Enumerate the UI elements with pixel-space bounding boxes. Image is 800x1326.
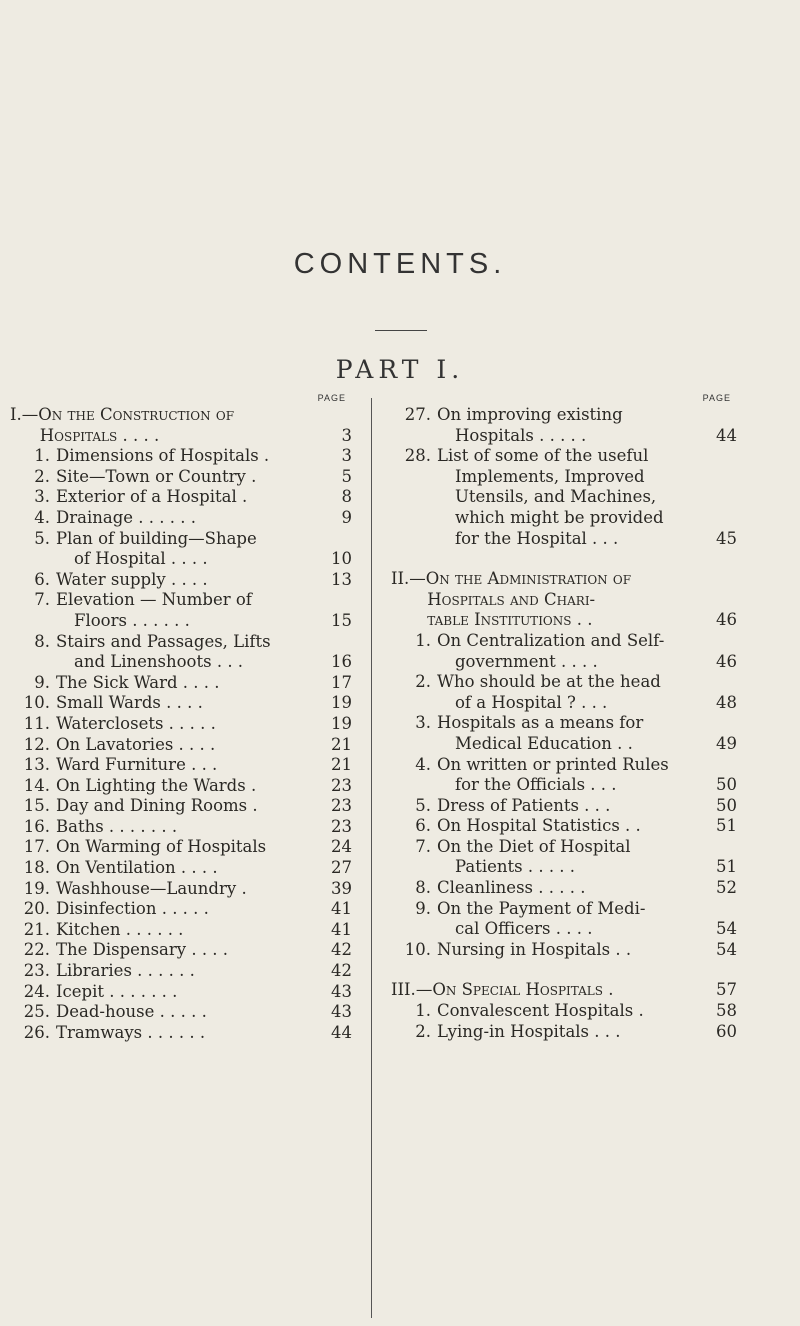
- toc-entry[interactable]: [10, 817, 352, 838]
- toc-entry[interactable]: [391, 713, 737, 754]
- page-number: 41: [331, 919, 352, 939]
- page-number: 44: [331, 1022, 352, 1042]
- entry-title-line: Washhouse—Laundry .: [56, 878, 247, 898]
- entry-number: 1.: [415, 630, 431, 650]
- entry-title-line: On Lighting the Wards .: [56, 775, 257, 795]
- entry-title-line: Tramways . . . . . .: [56, 1022, 206, 1042]
- entry-number: 2.: [415, 1021, 431, 1041]
- entry-number: 24.: [23, 981, 50, 1001]
- toc-entry[interactable]: [10, 755, 352, 776]
- entry-number: II.: [391, 569, 410, 589]
- toc-entry[interactable]: [10, 446, 352, 467]
- entry-title-line: government . . . .: [455, 651, 598, 671]
- entry-title-line: Dimensions of Hospitals .: [56, 446, 270, 466]
- page-number: 19: [331, 693, 352, 713]
- toc-list-right: [391, 405, 737, 1042]
- entry-number: III.: [391, 980, 416, 1000]
- toc-entry[interactable]: [10, 467, 352, 488]
- entry-number: 18.: [23, 858, 50, 878]
- entry-title-line: On the Diet of Hospital: [437, 836, 631, 856]
- page-number: 42: [331, 940, 352, 960]
- entry-number: 23.: [23, 961, 50, 981]
- page-number: [707, 899, 737, 920]
- toc-entry[interactable]: [10, 735, 352, 756]
- entry-title-line: Lying-in Hospitals . . .: [437, 1021, 621, 1041]
- toc-entry[interactable]: [10, 570, 352, 591]
- entry-title-line: —On Special Hospitals .: [415, 980, 614, 1000]
- page-number: 17: [331, 672, 352, 692]
- toc-entry[interactable]: [10, 982, 352, 1003]
- section-gap: [391, 549, 737, 569]
- entry-title-line: Small Wards . . . .: [56, 693, 203, 713]
- entry-number: 10.: [404, 939, 431, 959]
- toc-entry[interactable]: [10, 590, 352, 631]
- page-number: 3: [341, 446, 352, 466]
- entry-title-line: Disinfection . . . . .: [56, 899, 209, 919]
- page-number: 44: [716, 425, 737, 445]
- part-heading: PART I.: [335, 355, 465, 384]
- entry-title-line: Convalescent Hospitals .: [437, 1001, 644, 1021]
- toc-entry[interactable]: [10, 899, 352, 920]
- entry-title-line: table Institutions . .: [427, 610, 593, 630]
- entry-number: 14.: [23, 775, 50, 795]
- page-column-label: PAGE: [702, 393, 731, 403]
- page-number: [707, 467, 737, 488]
- entry-title-line: On Hospital Statistics . .: [437, 816, 641, 836]
- entry-title-line: Site—Town or Country .: [56, 466, 257, 486]
- page-number: [707, 508, 737, 529]
- entry-title-line: Patients . . . . .: [455, 857, 576, 877]
- page-number: 41: [331, 899, 352, 919]
- entry-title-line: Plan of building—Shape: [56, 528, 257, 548]
- entry-number: 28.: [404, 446, 431, 466]
- page-number: 21: [331, 734, 352, 754]
- entry-title-line: for the Hospital . . .: [455, 528, 619, 548]
- toc-entry[interactable]: [10, 529, 352, 570]
- entry-title-line: Waterclosets . . . . .: [56, 713, 216, 733]
- entry-title-line: —On the Construction of: [21, 405, 235, 424]
- entry-number: 13.: [23, 755, 50, 775]
- toc-entry[interactable]: [10, 837, 352, 858]
- page-number: 15: [331, 610, 352, 630]
- page-number: [707, 569, 737, 590]
- page-number: 23: [331, 775, 352, 795]
- entry-number: 22.: [23, 940, 50, 960]
- page-number: 46: [716, 651, 737, 671]
- entry-title-line: The Sick Ward . . . .: [56, 672, 220, 692]
- toc-entry[interactable]: [10, 879, 352, 900]
- toc-entry[interactable]: [10, 714, 352, 735]
- toc-entry[interactable]: [10, 961, 352, 982]
- toc-entry[interactable]: [10, 1002, 352, 1023]
- entry-title-line: Stairs and Passages, Lifts: [56, 631, 271, 651]
- entry-title-line: On written or printed Rules: [437, 754, 669, 774]
- toc-entry[interactable]: [10, 673, 352, 694]
- toc-entry[interactable]: [391, 796, 737, 817]
- entry-number: 8.: [415, 878, 431, 898]
- toc-entry[interactable]: [391, 672, 737, 713]
- page-number: 3: [341, 425, 352, 445]
- entry-number: 9.: [415, 898, 431, 918]
- page-number: 51: [716, 857, 737, 877]
- page-number: 5: [341, 466, 352, 486]
- page-number: 8: [341, 487, 352, 507]
- entry-number: 5.: [34, 528, 50, 548]
- toc-entry[interactable]: [391, 878, 737, 899]
- entry-number: 12.: [23, 734, 50, 754]
- entry-title-line: Elevation — Number of: [56, 590, 252, 610]
- entry-title-line: Utensils, and Machines,: [455, 487, 657, 507]
- entry-title-line: Hospitals . . . . .: [455, 425, 587, 445]
- entry-number: 11.: [23, 713, 50, 733]
- toc-left-column: [10, 393, 352, 1043]
- page-column-label: PAGE: [317, 393, 346, 403]
- entry-number: I.: [10, 405, 22, 424]
- entry-title-line: Dead-house . . . . .: [56, 1002, 207, 1022]
- toc-section-heading[interactable]: [10, 405, 352, 446]
- entry-title-line: Hospitals . . . .: [39, 425, 160, 445]
- entry-title-line: Implements, Improved: [455, 466, 645, 486]
- page-number: 9: [341, 507, 352, 527]
- page-number: 39: [331, 878, 352, 898]
- entry-title-line: for the Officials . . .: [455, 775, 617, 795]
- entry-title-line: Hospitals as a means for: [437, 713, 644, 733]
- toc-entry[interactable]: [391, 1001, 737, 1022]
- toc-right-column: [391, 393, 737, 1042]
- title-rule: [375, 330, 427, 331]
- entry-title-line: On the Payment of Medi-: [437, 898, 646, 918]
- entry-title-line: Kitchen . . . . . .: [56, 919, 184, 939]
- entry-title-line: On Centralization and Self-: [437, 630, 665, 650]
- entry-title-line: Hospitals and Chari-: [427, 589, 596, 609]
- toc-entry[interactable]: [391, 899, 737, 940]
- entry-title-line: On improving existing: [437, 405, 623, 424]
- entry-number: 3.: [415, 713, 431, 733]
- page-number: 23: [331, 816, 352, 836]
- entry-title-line: cal Officers . . . .: [455, 919, 593, 939]
- entry-title-line: On Warming of Hospitals: [56, 837, 267, 857]
- toc-entry[interactable]: [391, 631, 737, 672]
- entry-number: 5.: [415, 795, 431, 815]
- page-number: 27: [331, 858, 352, 878]
- page-number: 21: [331, 755, 352, 775]
- entry-title-line: of a Hospital ? . . .: [455, 692, 608, 712]
- page-number: 43: [331, 1002, 352, 1022]
- entry-title-line: Baths . . . . . . .: [56, 816, 178, 836]
- entry-title-line: —On the Administration of: [409, 569, 632, 589]
- entry-number: 10.: [23, 693, 50, 713]
- page-number: 60: [716, 1021, 737, 1041]
- page-number: 51: [716, 816, 737, 836]
- section-gap: [391, 960, 737, 980]
- entry-number: 7.: [415, 836, 431, 856]
- page-number: [707, 590, 737, 611]
- page-number: 58: [716, 1001, 737, 1021]
- page-number: 19: [331, 713, 352, 733]
- entry-number: 20.: [23, 899, 50, 919]
- page-number: 23: [331, 796, 352, 816]
- page-number: 10: [331, 549, 352, 569]
- entry-number: 6.: [34, 569, 50, 589]
- toc-entry[interactable]: [391, 446, 737, 549]
- page-number: 54: [716, 939, 737, 959]
- page-number: 52: [716, 878, 737, 898]
- toc-entry[interactable]: [10, 632, 352, 673]
- page-number: 50: [716, 795, 737, 815]
- toc-entry[interactable]: [10, 796, 352, 817]
- page-number: [707, 487, 737, 508]
- page-number: [322, 529, 352, 550]
- entry-number: 26.: [23, 1022, 50, 1042]
- entry-number: 27.: [404, 405, 431, 424]
- page-number: 57: [716, 980, 737, 1000]
- entry-number: 8.: [34, 631, 50, 651]
- page-number: 16: [331, 652, 352, 672]
- entry-title-line: List of some of the useful: [437, 446, 649, 466]
- entry-title-line: Exterior of a Hospital .: [56, 487, 248, 507]
- entry-number: 3.: [34, 487, 50, 507]
- page-number: [707, 672, 737, 693]
- page-number: [707, 631, 737, 652]
- entry-number: 2.: [34, 466, 50, 486]
- page-number: 46: [716, 610, 737, 630]
- entry-title-line: Libraries . . . . . .: [56, 961, 195, 981]
- entry-title-line: and Linenshoots . . .: [74, 652, 244, 672]
- page-number: [707, 755, 737, 776]
- entry-number: 21.: [23, 919, 50, 939]
- entry-title-line: Drainage . . . . . .: [56, 507, 196, 527]
- page-number: 42: [331, 961, 352, 981]
- entry-title-line: Medical Education . .: [455, 733, 633, 753]
- page-number: 48: [716, 692, 737, 712]
- entry-title-line: Who should be at the head: [437, 672, 661, 692]
- page-number: [707, 713, 737, 734]
- entry-title-line: which might be provided: [455, 507, 664, 527]
- entry-title-line: On Lavatories . . . .: [56, 734, 216, 754]
- toc-entry[interactable]: [10, 487, 352, 508]
- entry-number: 1.: [34, 446, 50, 466]
- page-number: 49: [716, 733, 737, 753]
- page-number: 43: [331, 981, 352, 1001]
- entry-title-line: Day and Dining Rooms .: [56, 796, 258, 816]
- toc-entry[interactable]: [10, 508, 352, 529]
- entry-number: 4.: [415, 754, 431, 774]
- page-number: [322, 405, 352, 426]
- toc-entry[interactable]: [391, 816, 737, 837]
- entry-title-line: Dress of Patients . . .: [437, 795, 611, 815]
- entry-title-line: Floors . . . . . .: [74, 610, 190, 630]
- entry-title-line: of Hospital . . . .: [74, 549, 208, 569]
- entry-title-line: Water supply . . . .: [56, 569, 208, 589]
- entry-title-line: Cleanliness . . . . .: [437, 878, 586, 898]
- entry-number: 19.: [23, 878, 50, 898]
- toc-entry[interactable]: [391, 755, 737, 796]
- toc-entry[interactable]: [391, 405, 737, 446]
- entry-title-line: On Ventilation . . . .: [56, 858, 218, 878]
- entry-title-line: Icepit . . . . . . .: [56, 981, 178, 1001]
- toc-list-left: [10, 405, 352, 1043]
- toc-section-heading[interactable]: [391, 569, 737, 631]
- toc-entry[interactable]: [10, 858, 352, 879]
- page-number: [707, 837, 737, 858]
- toc-entry[interactable]: [10, 693, 352, 714]
- entry-number: 15.: [23, 796, 50, 816]
- page-number: 50: [716, 775, 737, 795]
- entry-title-line: The Dispensary . . . .: [56, 940, 229, 960]
- page-number: [707, 446, 737, 467]
- entry-number: 16.: [23, 816, 50, 836]
- entry-number: 17.: [23, 837, 50, 857]
- page-number: [322, 632, 352, 653]
- page-number: 54: [716, 919, 737, 939]
- toc-section-heading[interactable]: [391, 980, 737, 1001]
- page-number: 45: [716, 528, 737, 548]
- entry-title-line: Ward Furniture . . .: [56, 755, 218, 775]
- entry-number: 4.: [34, 507, 50, 527]
- entry-number: 9.: [34, 672, 50, 692]
- entry-number: 7.: [34, 590, 50, 610]
- toc-entry[interactable]: [391, 1022, 737, 1043]
- entry-number: 2.: [415, 672, 431, 692]
- toc-entry[interactable]: [10, 1023, 352, 1044]
- toc-entry[interactable]: [391, 940, 737, 961]
- entry-number: 25.: [23, 1002, 50, 1022]
- entry-number: 6.: [415, 816, 431, 836]
- toc-entry[interactable]: [10, 920, 352, 941]
- entry-number: 1.: [415, 1001, 431, 1021]
- toc-entry[interactable]: [10, 940, 352, 961]
- page-number: [707, 405, 737, 426]
- toc-entry[interactable]: [391, 837, 737, 878]
- page-number: [322, 590, 352, 611]
- toc-entry[interactable]: [10, 776, 352, 797]
- entry-title-line: Nursing in Hospitals . .: [437, 939, 632, 959]
- page-number: 24: [331, 837, 352, 857]
- page-number: 13: [331, 569, 352, 589]
- column-divider: [371, 398, 372, 1318]
- page-title: CONTENTS.: [293, 248, 507, 280]
